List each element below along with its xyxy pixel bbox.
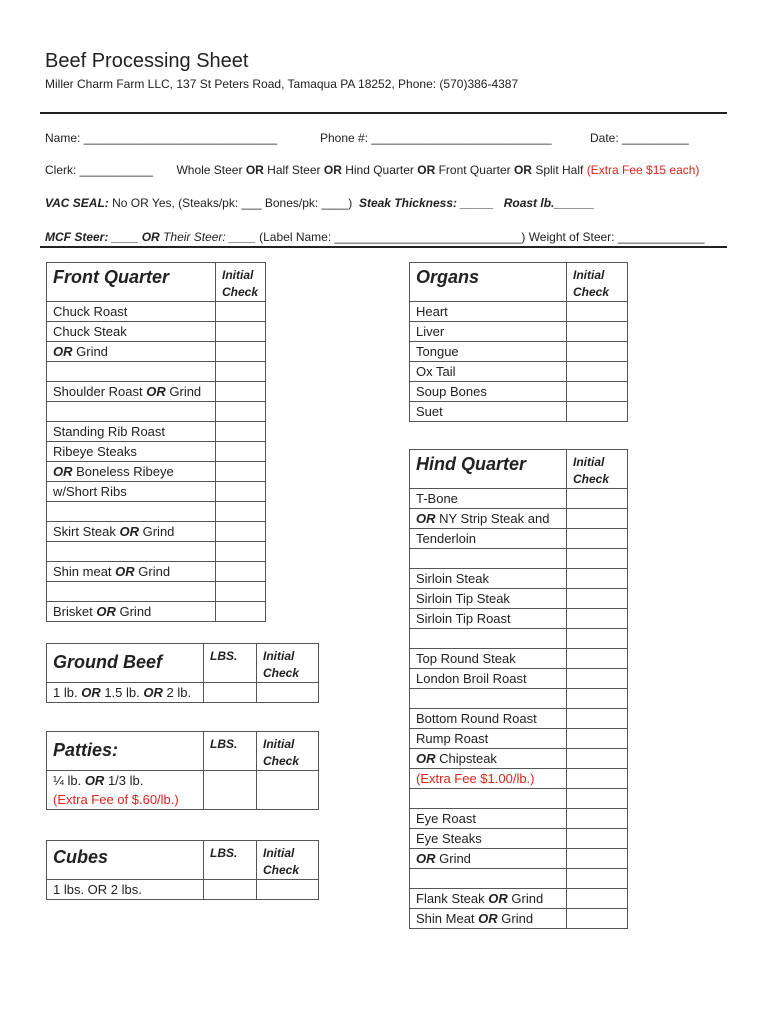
table-row [47, 542, 216, 562]
initial-check-cell[interactable] [216, 422, 266, 442]
table-row [47, 502, 216, 522]
lbs-cell[interactable] [204, 683, 257, 703]
initial-check-cell[interactable] [567, 342, 628, 362]
table-row: Shin Meat OR Grind [410, 909, 567, 929]
or-text: OR [513, 163, 532, 177]
table-row: Heart [410, 302, 567, 322]
table-row: Rump Roast [410, 729, 567, 749]
farm-address: Miller Charm Farm LLC, 137 St Peters Road, Tamaqua PA 18252, Phone: (570)386-4387 [45, 77, 519, 91]
ground-beef-title: Ground Beef [47, 644, 204, 683]
initial-check-cell[interactable] [216, 602, 266, 622]
or-text: OR [417, 163, 436, 177]
initial-check-cell[interactable] [216, 522, 266, 542]
table-row: w/Short Ribs [47, 482, 216, 502]
half-steer-option[interactable]: Half Steer [267, 163, 321, 177]
initial-check-cell[interactable] [567, 669, 628, 689]
initial-check-cell[interactable] [216, 502, 266, 522]
table-row: Shoulder Roast OR Grind [47, 382, 216, 402]
initial-check-cell[interactable] [216, 442, 266, 462]
initial-check-cell[interactable] [567, 569, 628, 589]
extra-fee-note: (Extra Fee $15 each) [586, 163, 700, 177]
initial-check-cell[interactable] [216, 582, 266, 602]
initial-check-header: Initial Check [567, 263, 628, 302]
split-half-option[interactable]: Split Half [535, 163, 584, 177]
table-row: Brisket OR Grind [47, 602, 216, 622]
initial-check-cell[interactable] [567, 709, 628, 729]
table-row [47, 362, 216, 382]
initial-check-cell[interactable] [567, 789, 628, 809]
hind-quarter-title: Hind Quarter [410, 450, 567, 489]
initial-check-cell[interactable] [216, 462, 266, 482]
section-rule [40, 246, 727, 248]
initial-check-cell[interactable] [216, 402, 266, 422]
mcf-steer-field[interactable]: MCF Steer: ____ [45, 230, 139, 244]
initial-check-cell[interactable] [567, 849, 628, 869]
table-row: OR Grind [410, 849, 567, 869]
steak-thickness-field[interactable]: Steak Thickness: _____ [358, 196, 494, 210]
name-field[interactable]: Name: _____________________________ [45, 131, 278, 145]
table-row: 1 lbs. OR 2 lbs. [47, 880, 204, 900]
table-row: Eye Steaks [410, 829, 567, 849]
initial-check-cell[interactable] [567, 529, 628, 549]
initial-check-cell[interactable] [567, 689, 628, 709]
initial-check-cell[interactable] [567, 402, 628, 422]
clerk-field[interactable]: Clerk: ___________ [45, 163, 154, 177]
initial-check-cell[interactable] [257, 880, 319, 900]
vac-seal-line [45, 196, 594, 210]
table-row: Liver [410, 322, 567, 342]
initial-check-cell[interactable] [567, 829, 628, 849]
initial-check-cell[interactable] [216, 362, 266, 382]
initial-check-cell[interactable] [567, 749, 628, 769]
table-row: OR Boneless Ribeye [47, 462, 216, 482]
table-row: Standing Rib Roast [47, 422, 216, 442]
table-row: Chuck Steak [47, 322, 216, 342]
initial-check-cell[interactable] [216, 382, 266, 402]
or-text: OR [141, 230, 160, 244]
table-row: Eye Roast [410, 809, 567, 829]
initial-check-cell[interactable] [567, 809, 628, 829]
table-row: Tongue [410, 342, 567, 362]
ground-beef-table [46, 643, 319, 703]
table-row [410, 549, 567, 569]
table-row: Top Round Steak [410, 649, 567, 669]
table-row: Ribeye Steaks [47, 442, 216, 462]
front-quarter-table [46, 262, 266, 622]
cubes-table [46, 840, 319, 900]
initial-check-cell[interactable] [216, 342, 266, 362]
page-title: Beef Processing Sheet [45, 50, 249, 72]
header-rule [40, 112, 727, 114]
initial-check-cell[interactable] [567, 509, 628, 529]
table-row [410, 689, 567, 709]
or-text: OR [323, 163, 342, 177]
initial-check-cell[interactable] [216, 542, 266, 562]
initial-check-header: Initial Check [257, 841, 319, 880]
organs-title: Organs [410, 263, 567, 302]
lbs-header: LBS. [204, 841, 257, 880]
table-row: ¼ lb. OR 1/3 lb. (Extra Fee of $.60/lb.) [47, 771, 204, 810]
table-row [410, 789, 567, 809]
their-steer-field[interactable]: Their Steer: ____ [163, 230, 256, 244]
initial-check-header: Initial Check [257, 732, 319, 771]
initial-check-cell[interactable] [216, 562, 266, 582]
steer-source-line [45, 230, 705, 244]
table-row: (Extra Fee $1.00/lb.) [410, 769, 567, 789]
front-quarter-option[interactable]: Front Quarter [438, 163, 511, 177]
roast-lb-field[interactable]: Roast lb.______ [503, 196, 595, 210]
initial-check-cell[interactable] [567, 362, 628, 382]
patties-table [46, 731, 319, 810]
lbs-header: LBS. [204, 732, 257, 771]
table-row: OR Chipsteak [410, 749, 567, 769]
table-row: OR NY Strip Steak and [410, 509, 567, 529]
table-row: OR Grind [47, 342, 216, 362]
table-row: Soup Bones [410, 382, 567, 402]
date-field[interactable]: Date: __________ [590, 131, 689, 145]
table-row: Suet [410, 402, 567, 422]
table-row: Sirloin Tip Steak [410, 589, 567, 609]
table-row: Ox Tail [410, 362, 567, 382]
initial-check-cell[interactable] [216, 322, 266, 342]
table-row: Shin meat OR Grind [47, 562, 216, 582]
table-row: Sirloin Tip Roast [410, 609, 567, 629]
lbs-cell[interactable] [204, 771, 257, 810]
initial-check-cell[interactable] [257, 771, 319, 810]
initial-check-cell[interactable] [567, 549, 628, 569]
initial-check-header: Initial Check [216, 263, 266, 302]
cubes-title: Cubes [47, 841, 204, 880]
hind-quarter-option[interactable]: Hind Quarter [345, 163, 414, 177]
initial-check-cell[interactable] [567, 589, 628, 609]
initial-check-cell[interactable] [567, 629, 628, 649]
table-row [410, 869, 567, 889]
table-row: London Broil Roast [410, 669, 567, 689]
initial-check-cell[interactable] [567, 382, 628, 402]
front-quarter-title: Front Quarter [47, 263, 216, 302]
initial-check-header: Initial Check [257, 644, 319, 683]
initial-check-cell[interactable] [567, 909, 628, 929]
table-row [410, 629, 567, 649]
or-text: OR [245, 163, 264, 177]
label-name-weight-field[interactable]: (Label Name: ____________________________) Weight of Steer: _____________ [259, 230, 705, 244]
initial-check-cell[interactable] [567, 302, 628, 322]
initial-check-header: Initial Check [567, 450, 628, 489]
table-row: Sirloin Steak [410, 569, 567, 589]
table-row: 1 lb. OR 1.5 lb. OR 2 lb. [47, 683, 204, 703]
initial-check-cell[interactable] [567, 649, 628, 669]
organs-table [409, 262, 628, 422]
lbs-header: LBS. [204, 644, 257, 683]
initial-check-cell[interactable] [567, 729, 628, 749]
table-row [47, 402, 216, 422]
table-row: Tenderloin [410, 529, 567, 549]
initial-check-cell[interactable] [567, 769, 628, 789]
lbs-cell[interactable] [204, 880, 257, 900]
table-row: Chuck Roast [47, 302, 216, 322]
phone-field[interactable]: Phone #: ___________________________ [320, 131, 552, 145]
whole-steer-option[interactable]: Whole Steer [176, 163, 243, 177]
hind-quarter-table [409, 449, 628, 929]
table-row: Bottom Round Roast [410, 709, 567, 729]
vac-seal-label: VAC SEAL: [45, 196, 109, 210]
table-row: T-Bone [410, 489, 567, 509]
initial-check-cell[interactable] [567, 869, 628, 889]
initial-check-cell[interactable] [567, 322, 628, 342]
initial-check-cell[interactable] [216, 482, 266, 502]
patties-title: Patties: [47, 732, 204, 771]
table-row: Flank Steak OR Grind [410, 889, 567, 909]
initial-check-cell[interactable] [567, 489, 628, 509]
initial-check-cell[interactable] [567, 889, 628, 909]
initial-check-cell[interactable] [567, 609, 628, 629]
initial-check-cell[interactable] [257, 683, 319, 703]
table-row: Skirt Steak OR Grind [47, 522, 216, 542]
vac-seal-options[interactable]: No OR Yes, (Steaks/pk: ___ Bones/pk: ____) [112, 196, 353, 210]
initial-check-cell[interactable] [216, 302, 266, 322]
table-row [47, 582, 216, 602]
order-type-line [45, 163, 699, 177]
